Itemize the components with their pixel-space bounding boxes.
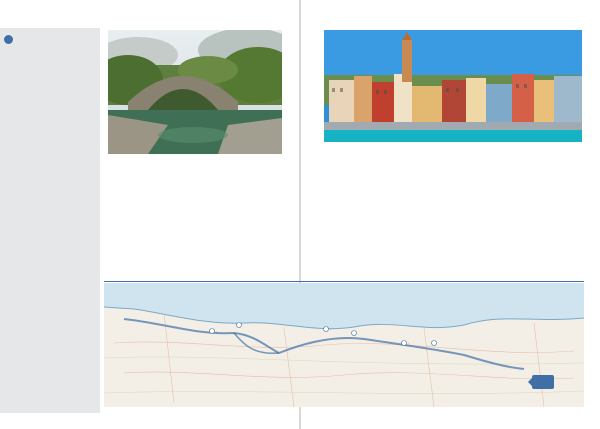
text-gijon xyxy=(324,228,404,268)
text-right-3 xyxy=(500,166,580,226)
sidebar-title xyxy=(4,32,96,46)
text-right-2 xyxy=(412,166,492,266)
photo-waterfront xyxy=(324,30,582,142)
text-right-1 xyxy=(324,166,404,210)
text-ribadesella xyxy=(196,202,282,268)
route-rule xyxy=(104,281,584,282)
text-llanes xyxy=(108,180,192,268)
svg-text:·: · xyxy=(330,328,332,332)
sidebar xyxy=(0,28,100,413)
svg-text:·: · xyxy=(216,330,218,334)
text-llanes-cont xyxy=(196,166,282,186)
photo-stone-bridge xyxy=(108,30,282,154)
svg-text:·: · xyxy=(408,342,410,346)
map-pin-icon xyxy=(4,35,13,44)
route-map xyxy=(104,283,584,407)
